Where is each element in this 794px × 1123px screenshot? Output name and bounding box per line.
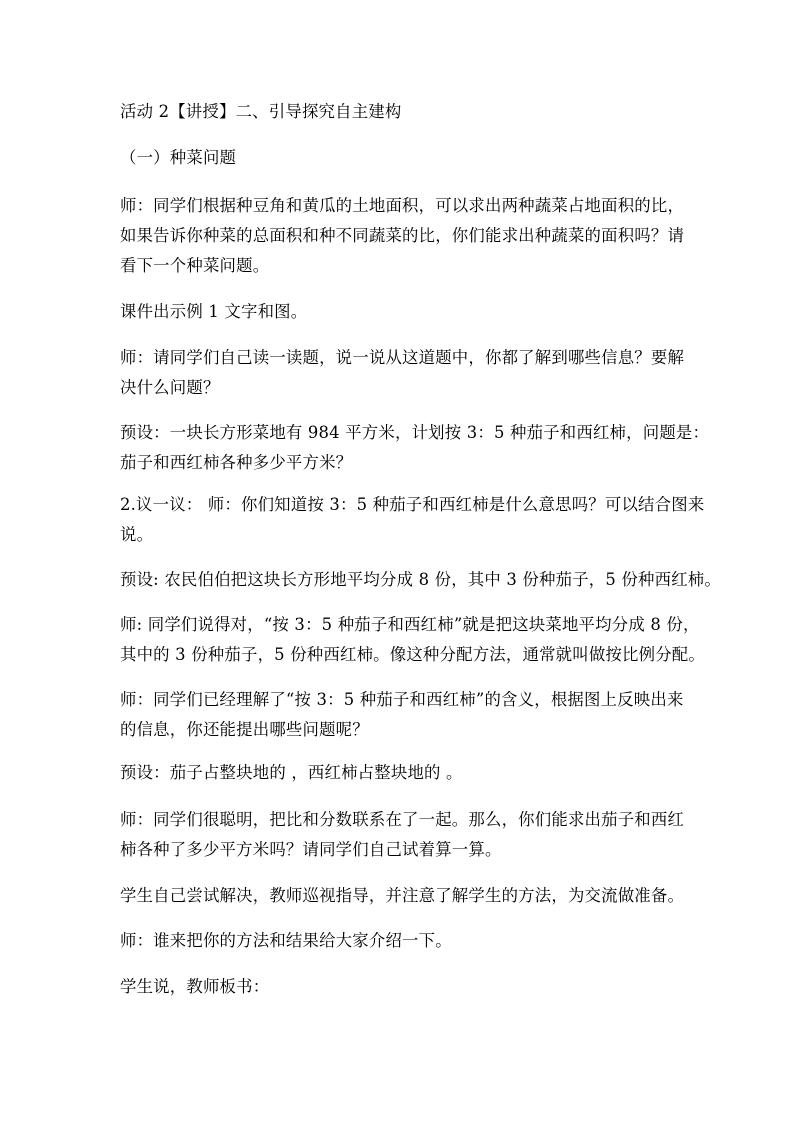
paragraph — [120, 418, 710, 478]
paragraph — [120, 565, 721, 595]
text-line: 预设：茄子占整块地的 ，西红柿占整块地的 。 — [120, 763, 463, 782]
paragraph — [120, 610, 705, 670]
text-line: 师：同学们很聪明，把比和分数联系在了一起。那么，你们能求出茄子和西红 — [120, 810, 685, 829]
section-heading — [120, 97, 680, 127]
text-line: 课件出示例 1 文字和图。 — [120, 302, 308, 321]
paragraph — [120, 972, 680, 1002]
text-line: 说。 — [120, 525, 154, 544]
paragraph — [120, 805, 685, 865]
paragraph — [120, 758, 680, 788]
text-line: 决什么问题？ — [120, 378, 220, 397]
text-line: 师：同学们根据种豆角和黄瓜的土地面积，可以求出两种蔬菜占地面积的比， — [120, 196, 685, 215]
text-line: 师: 同学们说得对，“按 3：5 种茄子和西红柿”就是把这块菜地平均分成 8 份， — [120, 615, 700, 634]
text-line: （一）种菜问题 — [120, 148, 237, 167]
text-line: 其中的 3 份种茄子，5 份种西红柿。像这种分配方法，通常就叫做按比例分配。 — [120, 645, 705, 664]
text-line: 看下一个种菜问题。 — [120, 256, 270, 275]
text-line: 学生自己尝试解决，教师巡视指导，并注意了解学生的方法，为交流做准备。 — [120, 886, 685, 905]
text-line: 如果告诉你种菜的总面积和种不同蔬菜的比，你们能求出种蔬菜的面积吗？请 — [120, 226, 685, 245]
paragraph — [120, 881, 685, 911]
text-line: 茄子和西红柿各种多少平方米？ — [120, 453, 353, 472]
paragraph — [120, 490, 705, 550]
text-line: 2.议一议： 师：你们知道按 3：5 种茄子和西红柿是什么意思吗？可以结合图来 — [120, 495, 705, 514]
paragraph — [120, 191, 685, 281]
text-line: 预设：一块长方形菜地有 984 平方米，计划按 3：5 种茄子和西红柿，问题是： — [120, 423, 710, 442]
paragraph — [120, 926, 680, 956]
text-line: 的信息，你还能提出哪些问题呢？ — [120, 720, 369, 739]
text-line: 预设: 农民伯伯把这块长方形地平均分成 8 份，其中 3 份种茄子，5 份种西红柿。 — [120, 570, 721, 589]
text-line: 师：请同学们自己读一读题，说一说从这道题中，你都了解到哪些信息？要解 — [120, 348, 685, 367]
paragraph — [120, 343, 685, 403]
text-line: 学生说，教师板书： — [120, 977, 270, 996]
paragraph — [120, 685, 684, 745]
text-line: 师：谁来把你的方法和结果给大家介绍一下。 — [120, 931, 452, 950]
text-line: 师：同学们已经理解了“按 3：5 种茄子和西红柿”的含义，根据图上反映出来 — [120, 690, 684, 709]
text-line: 活动 2【讲授】二、引导探究自主建构 — [120, 102, 402, 121]
text-line: 柿各种了多少平方米吗？请同学们自己试着算一算。 — [120, 840, 502, 859]
paragraph — [120, 297, 680, 327]
subsection-heading — [120, 143, 680, 173]
